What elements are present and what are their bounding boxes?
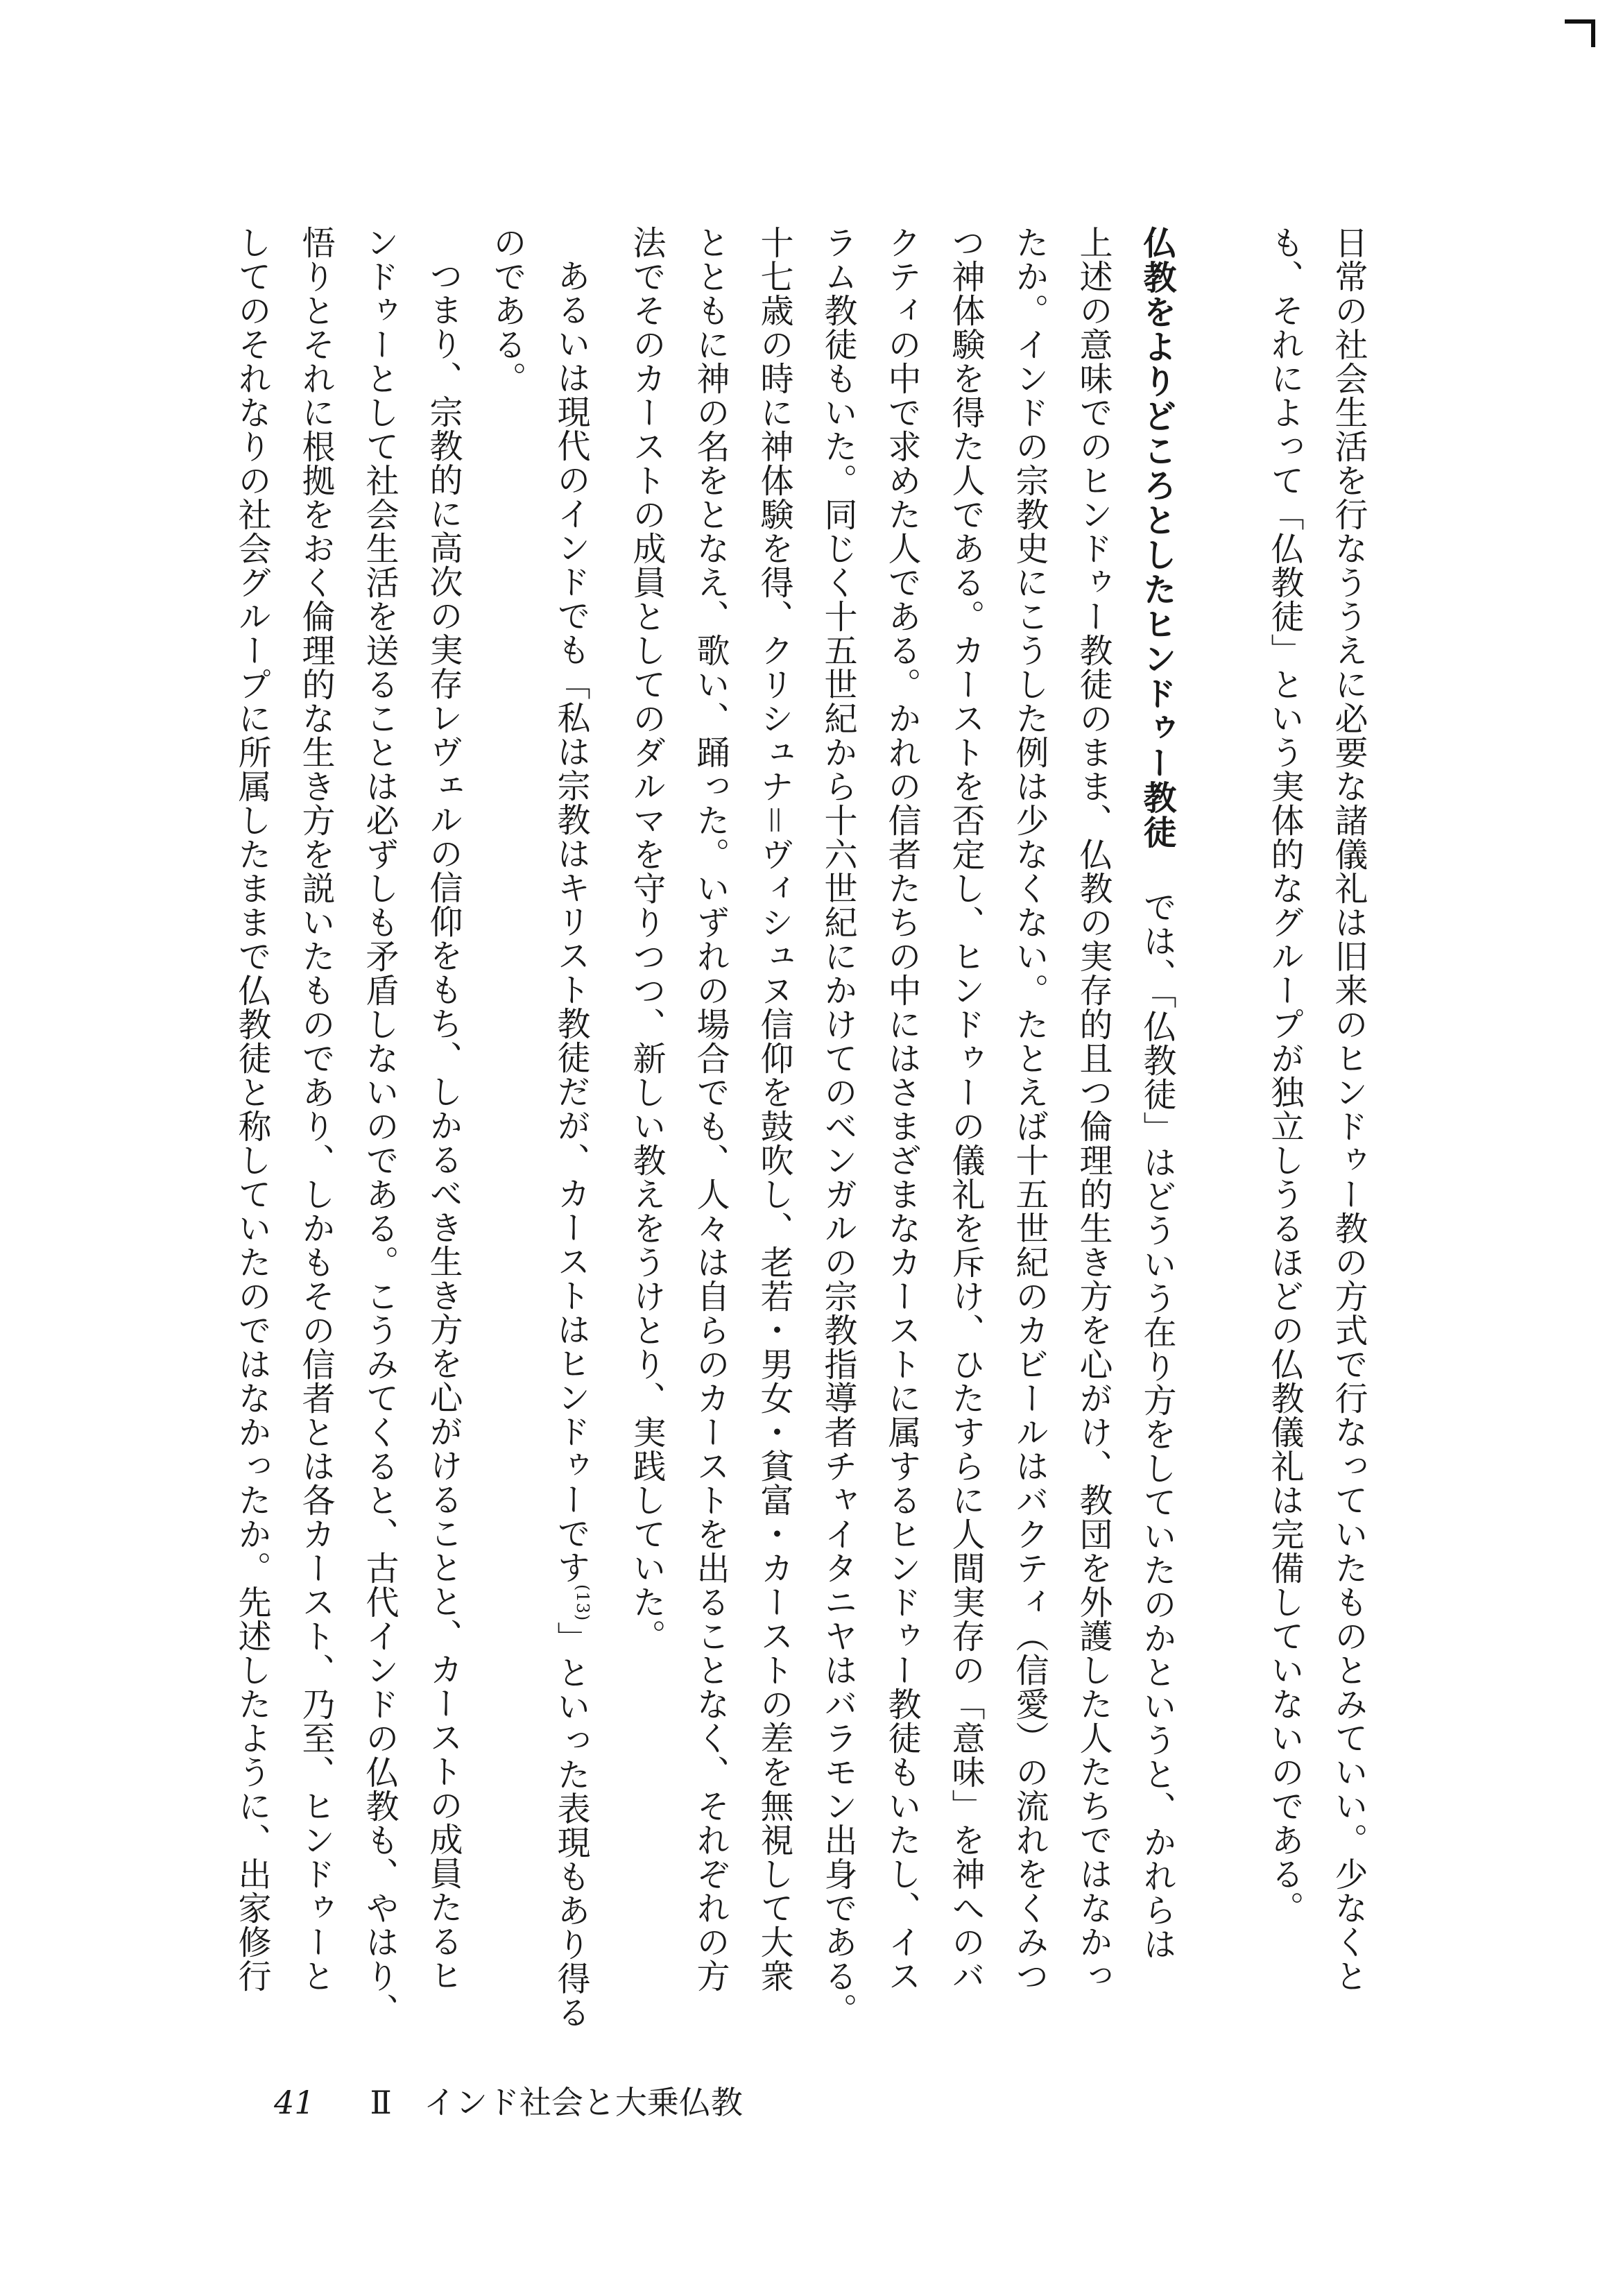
page-footer [274, 2077, 743, 2123]
text-line: ラム教徒もいた。同じく十五世紀から十六世紀にかけてのベンガルの宗教指導者チャイタニヤはバラモン出身である。 [818, 225, 857, 2027]
text-line: 十七歳の時に神体験を得、クリシュナ＝ヴィシュヌ信仰を鼓吹し、老若・男女・貧富・カーストの差を無視して大衆 [755, 225, 793, 1993]
text-line [539, 225, 615, 2175]
text-line: つまり、宗教的に高次の実存レヴェルの信仰をもち、しかるべき生き方を心がけることと、カーストの成員たるヒ [424, 259, 463, 1992]
text-span: あるいは現代のインドでも「私は宗教はキリスト教徒だが、カーストはヒンドゥーです [551, 259, 590, 1584]
chapter-title: インド社会と大乗仏教 [423, 2084, 743, 2121]
running-head [370, 2077, 743, 2123]
text-line: たか。インドの宗教史にこうした例は少なくない。たとえば十五世紀のカビールはバクティ（信愛）の流れをくみつ [1010, 225, 1049, 1993]
section-spacer [1189, 225, 1253, 2175]
text-line: ンドゥーとして社会生活を送ることは必ずしも矛盾しないのである。こうみてくると、古代インドの仏教も、やはり、 [360, 225, 399, 2027]
text-line: とともに神の名をとなえ、歌い、踊った。いずれの場合でも、人々は自らのカーストを出ることなく、それぞれの方 [691, 225, 730, 1993]
section-heading-line [1125, 225, 1189, 2175]
vertical-body-text [220, 225, 1380, 2175]
chapter-number: Ⅱ [370, 2084, 392, 2121]
text-line: のである。 [488, 225, 526, 395]
corner-mark [1565, 19, 1595, 47]
text-span: 」といった表現もあり得る [551, 1621, 590, 2030]
text-line: してのそれなりの社会グループに所属したままで仏教徒と称していたのではなかったか。先述したように、出家修行 [232, 225, 271, 1993]
text-line: 悟りとそれに根拠をおく倫理的な生き方を説いたものであり、しかもその信者とは各カースト、乃至、ヒンドゥーと [296, 225, 335, 1993]
text-line: 日常の社会生活を行なううえに必要な諸儀礼は旧来のヒンドゥー教の方式で行なっていたものとみていい。少なくと [1329, 225, 1368, 1993]
text-line: も、それによって「仏教徒」という実体的なグループが独立しうるほどの仏教儀礼は完備していないのである。 [1265, 225, 1304, 1925]
footnote-ref: (13) [573, 1584, 592, 1622]
text-span: では、「仏教徒」はどういう在り方をしていたのかというと、かれらは [1137, 889, 1176, 1961]
text-line: つ神体験を得た人である。カーストを否定し、ヒンドゥーの儀礼を斥け、ひたすらに人間実存の「意味」を神へのバ [946, 225, 985, 1993]
text-line: クティの中で求めた人である。かれの信者たちの中にはさまざまなカーストに属するヒンドゥー教徒もいたし、イス [882, 225, 921, 1993]
text-line: 法でそのカーストの成員としてのダルマを守りつつ、新しい教えをうけとり、実践していた。 [627, 225, 666, 1653]
section-heading: 仏教をよりどころとしたヒンドゥー教徒 [1137, 225, 1176, 850]
page-number: 41 [274, 2084, 315, 2121]
text-line: 上述の意味でのヒンドゥー教徒のまま、仏教の実存的且つ倫理的生き方を心がけ、教団を外護した人たちではなかっ [1074, 225, 1113, 1993]
